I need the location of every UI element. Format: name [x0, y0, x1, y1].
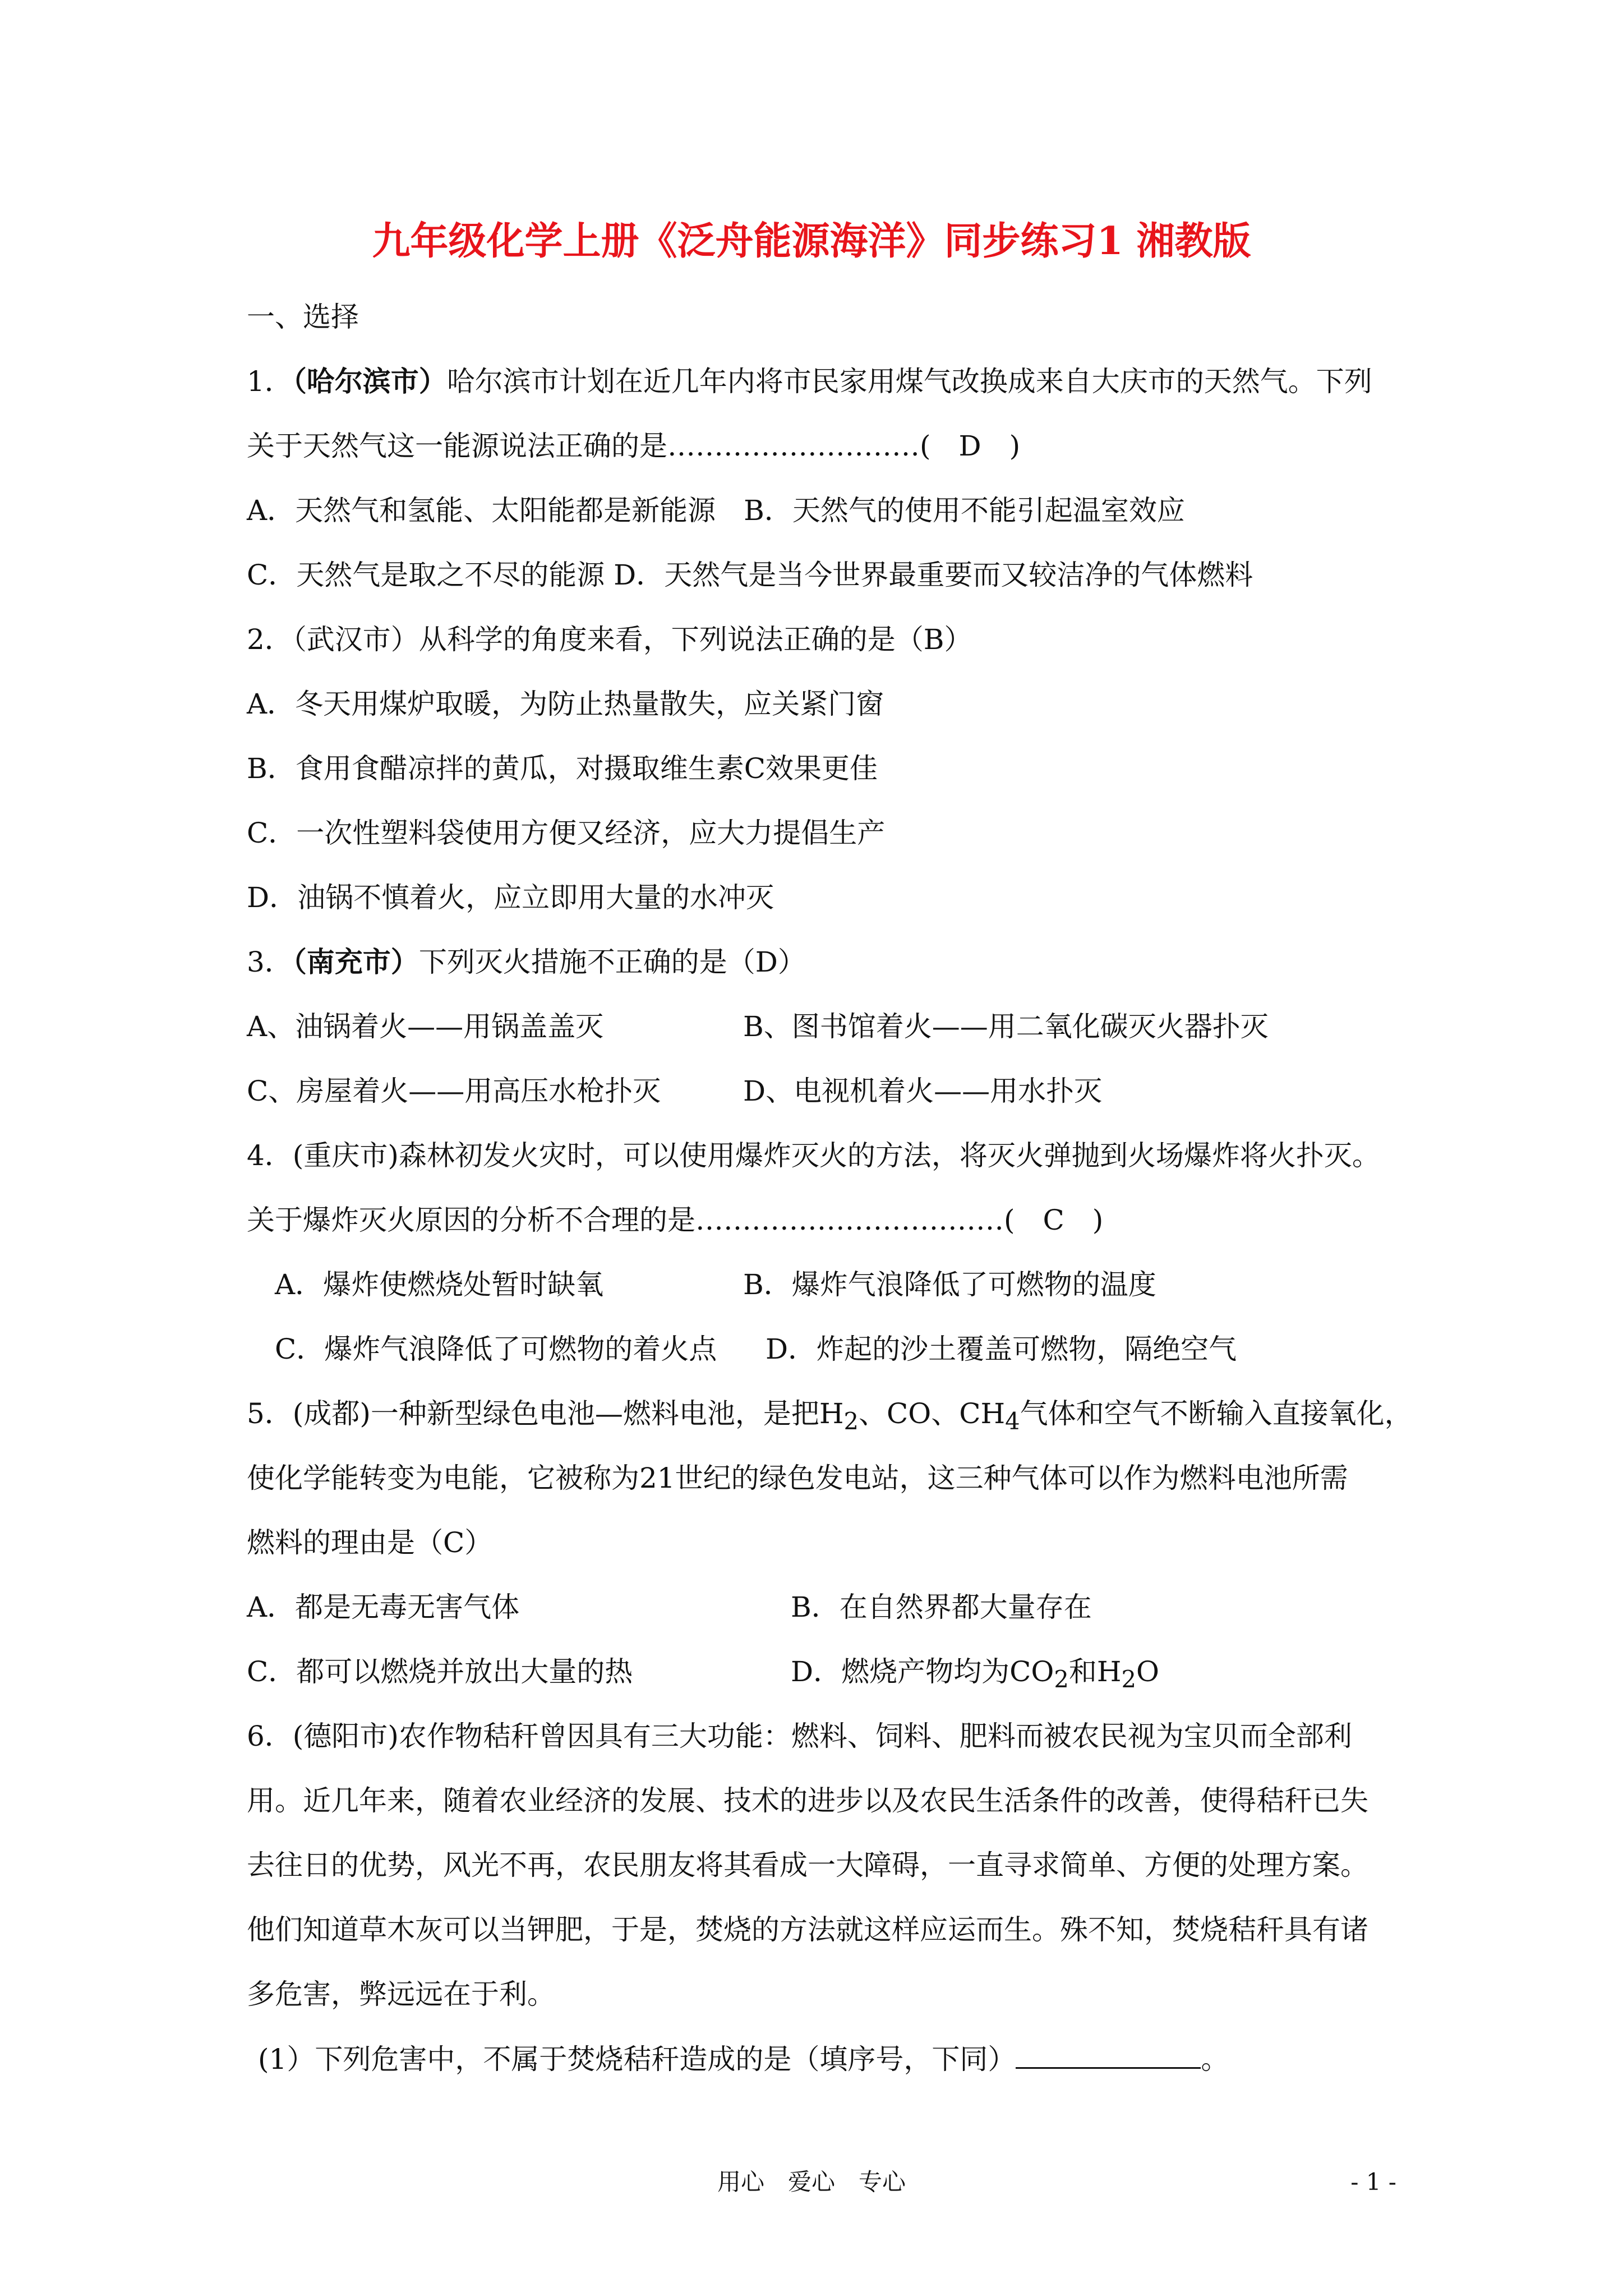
q3-option-d: D、电视机着火——用水扑灭	[743, 1075, 1103, 1107]
q3-stem: 3．（南充市）下列灭火措施不正确的是（D）	[247, 945, 806, 978]
q4-option-b: B．爆炸气浪降低了可燃物的温度	[743, 1268, 1156, 1301]
page-number: - 1 -	[1350, 2168, 1396, 2196]
q5-option-b: B．在自然界都大量存在	[791, 1591, 1092, 1623]
q4-stem-line2: 关于爆炸灭火原因的分析不合理的是……………………………( C )	[247, 1204, 1104, 1236]
q4-option-c: C．爆炸气浪降低了可燃物的着火点	[275, 1333, 717, 1365]
page-footer-motto: 用心 爱心 专心	[717, 2168, 906, 2196]
answer-blank	[1016, 2039, 1201, 2069]
q3-source: （南充市）	[292, 945, 419, 978]
q5-stem-line1: 5．(成都)一种新型绿色电池—燃料电池，是把$H_2$、CO、$CH_4$气体和空气不断输入直接氧化，	[247, 1397, 1413, 1435]
q5-stem-line2: 使化学能转变为电能，它被称为21世纪的绿色发电站，这三种气体可以作为燃料电池所需	[247, 1462, 1348, 1494]
q6-paragraph-line4: 他们知道草木灰可以当钾肥，于是，焚烧的方法就这样应运而生。殊不知，焚烧秸秆具有诸	[247, 1913, 1368, 1946]
q2-option-a: A．冬天用煤炉取暖，为防止热量散失，应关紧门窗	[247, 688, 884, 720]
q3-option-a: A、油锅着火——用锅盖盖灭	[247, 1010, 604, 1043]
q5-option-a: A．都是无毒无害气体	[247, 1591, 520, 1623]
q5-option-c: C．都可以燃烧并放出大量的热	[247, 1655, 633, 1688]
q1-option-ab: A．天然气和氢能、太阳能都是新能源 B．天然气的使用不能引起温室效应	[247, 494, 1185, 527]
q6-paragraph-line1: 6．(德阳市)农作物秸秆曾因具有三大功能：燃料、饲料、肥料而被农民视为宝贝而全部利	[247, 1720, 1352, 1752]
q2-option-b: B．食用食醋凉拌的黄瓜，对摄取维生素C效果更佳	[247, 752, 878, 785]
section-heading: 一、选择	[247, 301, 359, 333]
q6-sub-question-1: (1）下列危害中，不属于焚烧秸秆造成的是（填序号，下同） 。	[258, 2039, 1229, 2079]
q5-stem-line3: 燃料的理由是（C）	[247, 1526, 493, 1559]
q1-source: （哈尔滨市）	[292, 365, 447, 398]
q2-option-d: D．油锅不慎着火，应立即用大量的水冲灭	[247, 881, 774, 914]
q2-stem: 2．（武汉市）从科学的角度来看，下列说法正确的是（B）	[247, 623, 972, 656]
q3-option-b: B、图书馆着火——用二氧化碳灭火器扑灭	[743, 1010, 1269, 1043]
q6-paragraph-line3: 去往日的优势，风光不再，农民朋友将其看成一大障碍，一直寻求简单、方便的处理方案。	[247, 1849, 1368, 1881]
q1-option-cd: C．天然气是取之不尽的能源 D．天然气是当今世界最重要而又较洁净的气体燃料	[247, 559, 1253, 591]
document-title: 九年级化学上册《泛舟能源海洋》同步练习1 湘教版	[372, 219, 1251, 264]
q3-option-c: C、房屋着火——用高压水枪扑灭	[247, 1075, 661, 1107]
q5-option-d: D．燃烧产物均为$CO_2$和$H_2O$	[791, 1655, 1159, 1693]
q4-option-a: A．爆炸使燃烧处暂时缺氧	[275, 1268, 604, 1301]
q6-paragraph-line2: 用。近几年来，随着农业经济的发展、技术的进步以及农民生活条件的改善，使得秸秆已失	[247, 1784, 1368, 1817]
q1-stem-line2: 关于天然气这一能源说法正确的是………………………( D )	[247, 430, 1021, 462]
q1-stem-line1: 1．（哈尔滨市）哈尔滨市计划在近几年内将市民家用煤气改换成来自大庆市的天然气。下列	[247, 365, 1372, 398]
q4-stem-line1: 4．(重庆市)森林初发火灾时，可以使用爆炸灭火的方法，将灭火弹抛到火场爆炸将火扑灭。	[247, 1139, 1380, 1172]
q2-option-c: C．一次性塑料袋使用方便又经济，应大力提倡生产	[247, 817, 886, 849]
q4-option-d: D．炸起的沙土覆盖可燃物，隔绝空气	[766, 1333, 1237, 1365]
q6-paragraph-line5: 多危害，弊远远在于利。	[247, 1978, 555, 2010]
